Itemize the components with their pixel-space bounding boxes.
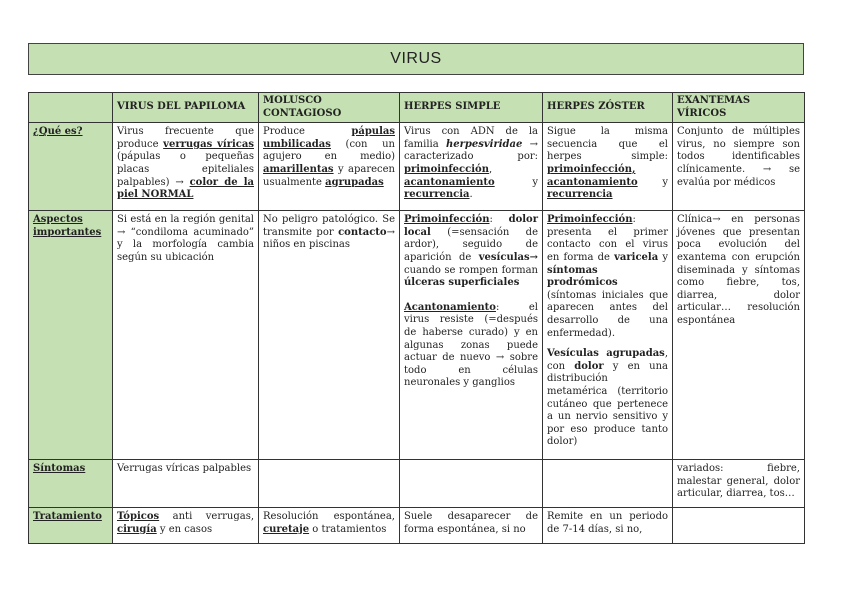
header-herpes-zoster: HERPES ZÓSTER — [543, 93, 673, 123]
cell-herpes-simple-tratamiento: Suele desaparecer de forma espontánea, si no — [400, 508, 543, 544]
row-aspectos — [29, 211, 805, 460]
cell-exantemas-que-es: Conjunto de múltiples virus, no siempre son todos identificables clínicamente. → se evalúa por médicos — [673, 123, 805, 211]
row-tratamiento — [29, 508, 805, 544]
cell-papiloma-tratamiento: Tópicos anti verrugas, cirugía y en casos — [113, 508, 259, 544]
cell-herpes-simple-aspectos: Primoinfección: dolor local (=sensación de ardor), seguido de aparición de vesículas→ cuando se rompen forman úlceras superficiales Acantonamiento: el virus resiste (=después de haberse curado) y en algunas zonas puede actuar de nuevo → sobre todo en células neuronales y ganglios — [400, 211, 543, 460]
cell-molusco-que-es: Produce pápulas umbilicadas (con un agujero en medio) amarillentas y aparecen usualmente agrupadas — [259, 123, 400, 211]
cell-herpes-simple-sintomas — [400, 460, 543, 508]
cell-papiloma-aspectos: Si está en la región genital → “condiloma acuminado” y la morfología cambia según su ubicación — [113, 211, 259, 460]
cell-herpes-zoster-sintomas — [543, 460, 673, 508]
cell-papiloma-que-es: Virus frecuente que produce verrugas víricas (pápulas o pequeñas placas epiteliales palpables) → color de la piel NORMAL — [113, 123, 259, 211]
header-herpes-simple: HERPES SIMPLE — [400, 93, 543, 123]
cell-molusco-sintomas — [259, 460, 400, 508]
row-label-que-es: ¿Qué es? — [29, 123, 113, 211]
row-sintomas — [29, 460, 805, 508]
header-papiloma: VIRUS DEL PAPILOMA — [113, 93, 259, 123]
header-molusco: MOLUSCO CONTAGIOSO — [259, 93, 400, 123]
page-title: VIRUS — [28, 43, 804, 75]
header-row — [29, 93, 805, 123]
cell-molusco-tratamiento: Resolución espontánea, curetaje o tratamientos — [259, 508, 400, 544]
row-label-tratamiento: Tratamiento — [29, 508, 113, 544]
cell-herpes-zoster-tratamiento: Remite en un periodo de 7-14 días, si no, — [543, 508, 673, 544]
header-exantemas: EXANTEMAS VÍRICOS — [673, 93, 805, 123]
cell-exantemas-tratamiento — [673, 508, 805, 544]
cell-molusco-aspectos: No peligro patológico. Se transmite por contacto→ niños en piscinas — [259, 211, 400, 460]
cell-papiloma-sintomas: Verrugas víricas palpables — [113, 460, 259, 508]
virus-table — [28, 92, 805, 544]
cell-herpes-simple-que-es: Virus con ADN de la familia herpesviridae → caracterizado por: primoinfección, acantonamiento y recurrencia. — [400, 123, 543, 211]
cell-exantemas-aspectos: Clínica→ en personas jóvenes que presentan poca evolución del exantema con erupción diseminada y síntomas como fiebre, tos, diarrea, dolor articular… resolución espontánea — [673, 211, 805, 460]
cell-herpes-zoster-que-es: Sigue la misma secuencia que el herpes simple: primoinfección, acantonamiento y recurrencia — [543, 123, 673, 211]
row-que-es — [29, 123, 805, 211]
row-label-aspectos: Aspectos importantes — [29, 211, 113, 460]
cell-herpes-zoster-aspectos: Primoinfección: presenta el primer contacto con el virus en forma de varicela y síntomas prodrómicos (síntomas iniciales que aparecen antes del desarrollo de una enfermedad). Vesículas agrupadas, con dolor y en una distribución metamérica (territorio cutáneo que pertenece a un nervio sensitivo y por eso produce tanto dolor) — [543, 211, 673, 460]
cell-exantemas-sintomas: variados: fiebre, malestar general, dolor articular, diarrea, tos… — [673, 460, 805, 508]
row-label-sintomas: Síntomas — [29, 460, 113, 508]
header-empty — [29, 93, 113, 123]
